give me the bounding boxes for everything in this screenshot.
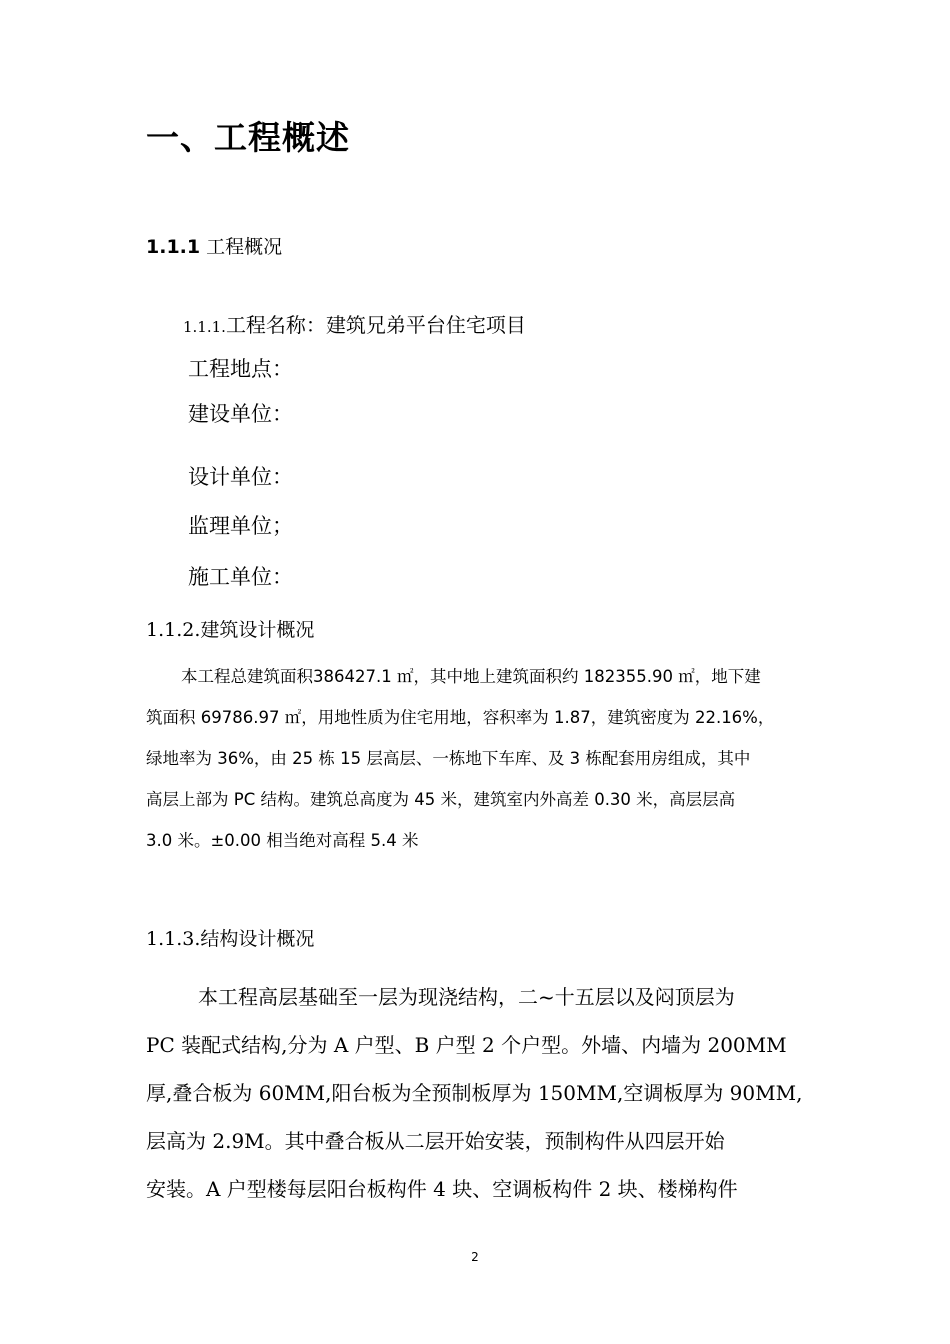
paragraph-line: 高层上部为 PC 结构。建筑总高度为 45 米，建筑室内外高差 0.30 米，高层层高 bbox=[146, 790, 736, 809]
field-builder: 建设单位： bbox=[188, 402, 293, 426]
paragraph-line: 层高为 2.9M。其中叠合板从二层开始安装，预制构件从四层开始 bbox=[146, 1129, 725, 1153]
paragraph-line: 本工程总建筑面积386427.1 ㎡，其中地上建筑面积约 182355.90 ㎡，地下建 bbox=[181, 667, 761, 686]
paragraph-line: 筑面积 69786.97 ㎡，用地性质为住宅用地，容积率为 1.87，建筑密度为 22.16%， bbox=[146, 708, 775, 727]
architecture-paragraph bbox=[146, 660, 810, 858]
field-location: 工程地点： bbox=[188, 357, 293, 381]
paragraph-line: 厚,叠合板为 60MM,阳台板为全预制板厚为 150MM,空调板厚为 90MM, bbox=[146, 1081, 803, 1105]
project-name-label: 工程名称： bbox=[225, 313, 326, 337]
structure-paragraph bbox=[146, 975, 810, 1212]
paragraph-line: 绿地率为 36%，由 25 栋 15 层高层、一栋地下车库、及 3 栋配套用房组成，其中 bbox=[146, 749, 751, 768]
section-heading-1-1-1 bbox=[146, 232, 282, 259]
paragraph-line: 3.0 米。±0.00 相当绝对高程 5.4 米 bbox=[146, 831, 419, 850]
project-name-value: 建筑兄弟平台住宅项目 bbox=[325, 313, 526, 337]
field-supervisor: 监理单位； bbox=[188, 514, 293, 538]
field-contractor: 施工单位： bbox=[188, 565, 293, 589]
paragraph-line: 本工程高层基础至一层为现浇结构，二~十五层以及闷顶层为 bbox=[198, 985, 735, 1009]
section-heading-1-1-2: 1.1.2.建筑设计概况 bbox=[146, 619, 315, 641]
paragraph-line: 安装。A 户型楼每层阳台板构件 4 块、空调板构件 2 块、楼梯构件 bbox=[146, 1177, 738, 1201]
page-heading: 一、工程概述 bbox=[146, 118, 350, 157]
project-name-index: 1.1.1. bbox=[183, 318, 226, 336]
field-designer: 设计单位： bbox=[188, 465, 293, 489]
page-number: 2 bbox=[471, 1250, 479, 1264]
paragraph-line: PC 装配式结构,分为 A 户型、B 户型 2 个户型。外墙、内墙为 200MM bbox=[146, 1033, 787, 1057]
section-heading-1-1-3: 1.1.3.结构设计概况 bbox=[146, 928, 315, 950]
project-name-line bbox=[183, 309, 526, 338]
section-title: 工程概况 bbox=[206, 236, 283, 258]
section-number: 1.1.1 bbox=[146, 236, 201, 258]
